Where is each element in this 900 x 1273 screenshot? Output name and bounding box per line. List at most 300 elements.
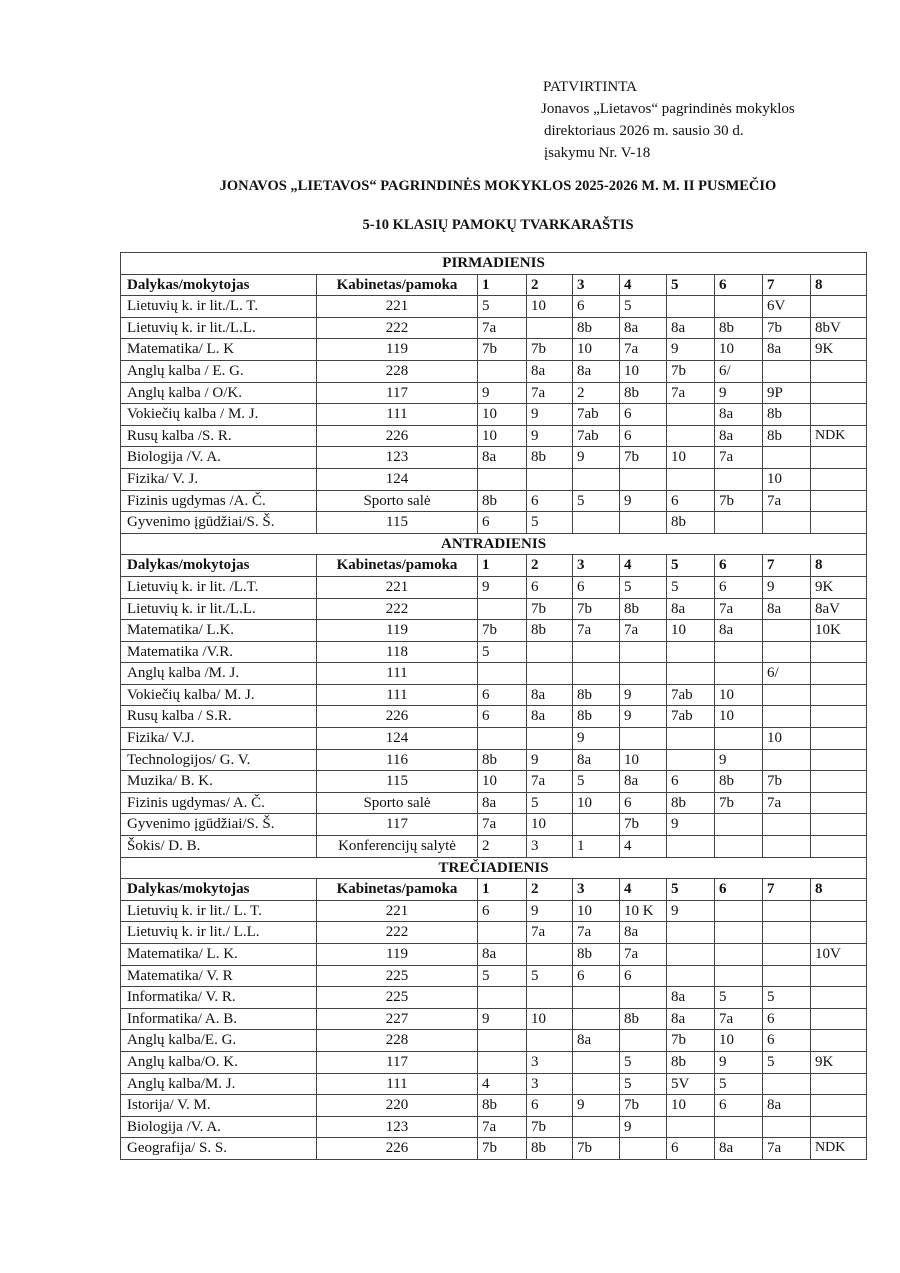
lesson-cell bbox=[620, 512, 667, 534]
lesson-cell bbox=[811, 900, 867, 922]
lesson-cell bbox=[715, 900, 763, 922]
lesson-cell: 7a bbox=[620, 339, 667, 361]
lesson-cell: 8b bbox=[573, 684, 620, 706]
lesson-cell bbox=[478, 598, 527, 620]
lesson-cell: 10 bbox=[715, 339, 763, 361]
lesson-cell bbox=[478, 1051, 527, 1073]
room-cell: 221 bbox=[317, 296, 478, 318]
lesson-cell: 7a bbox=[715, 598, 763, 620]
table-row bbox=[121, 1095, 867, 1117]
lesson-cell bbox=[763, 900, 811, 922]
lesson-cell: 7ab bbox=[573, 425, 620, 447]
lesson-cell: 10 bbox=[667, 447, 715, 469]
room-cell: 117 bbox=[317, 382, 478, 404]
subject-cell: Fizika/ V.J. bbox=[121, 728, 317, 750]
day-header-row bbox=[121, 533, 867, 555]
table-row bbox=[121, 641, 867, 663]
column-header-lesson: 8 bbox=[811, 274, 867, 296]
lesson-cell: 8b bbox=[478, 490, 527, 512]
day-header-row bbox=[121, 857, 867, 879]
lesson-cell: 5 bbox=[527, 965, 573, 987]
lesson-cell: 8b bbox=[478, 749, 527, 771]
lesson-cell bbox=[811, 447, 867, 469]
room-cell: 117 bbox=[317, 1051, 478, 1073]
lesson-cell: 6 bbox=[478, 684, 527, 706]
column-header-room: Kabinetas/pamoka bbox=[317, 555, 478, 577]
lesson-cell bbox=[573, 1116, 620, 1138]
lesson-cell bbox=[478, 1030, 527, 1052]
column-header-lesson: 2 bbox=[527, 555, 573, 577]
lesson-cell bbox=[811, 1116, 867, 1138]
subject-cell: Matematika /V.R. bbox=[121, 641, 317, 663]
lesson-cell: 7b bbox=[478, 1138, 527, 1160]
lesson-cell bbox=[715, 1116, 763, 1138]
lesson-cell: 9 bbox=[478, 382, 527, 404]
subject-cell: Geografija/ S. S. bbox=[121, 1138, 317, 1160]
lesson-cell: 8a bbox=[667, 598, 715, 620]
subject-cell: Vokiečių kalba / M. J. bbox=[121, 404, 317, 426]
lesson-cell bbox=[573, 1008, 620, 1030]
lesson-cell bbox=[763, 1073, 811, 1095]
lesson-cell: 6 bbox=[620, 404, 667, 426]
lesson-cell: 7a bbox=[478, 814, 527, 836]
subject-cell: Matematika/ L.K. bbox=[121, 620, 317, 642]
table-row bbox=[121, 576, 867, 598]
subject-cell: Anglų kalba / O/K. bbox=[121, 382, 317, 404]
lesson-cell bbox=[811, 749, 867, 771]
lesson-cell: 7b bbox=[763, 317, 811, 339]
lesson-cell: 9 bbox=[667, 814, 715, 836]
lesson-cell: 5 bbox=[573, 771, 620, 793]
lesson-cell: 7a bbox=[620, 620, 667, 642]
lesson-cell: 8a bbox=[573, 1030, 620, 1052]
lesson-cell: 7b bbox=[715, 792, 763, 814]
column-header-subject: Dalykas/mokytojas bbox=[121, 274, 317, 296]
room-cell: 226 bbox=[317, 706, 478, 728]
lesson-cell: 7a bbox=[763, 490, 811, 512]
table-row bbox=[121, 663, 867, 685]
lesson-cell: 6 bbox=[620, 792, 667, 814]
lesson-cell bbox=[715, 814, 763, 836]
lesson-cell: 8b bbox=[620, 1008, 667, 1030]
subject-cell: Fizika/ V. J. bbox=[121, 468, 317, 490]
table-row bbox=[121, 1138, 867, 1160]
room-cell: 220 bbox=[317, 1095, 478, 1117]
lesson-cell: 8a bbox=[667, 987, 715, 1009]
lesson-cell: 2 bbox=[573, 382, 620, 404]
lesson-cell: 4 bbox=[620, 836, 667, 858]
lesson-cell bbox=[811, 1095, 867, 1117]
subject-cell: Matematika/ L. K. bbox=[121, 944, 317, 966]
column-header-room: Kabinetas/pamoka bbox=[317, 879, 478, 901]
lesson-cell: 5 bbox=[478, 965, 527, 987]
lesson-cell: 10 bbox=[478, 771, 527, 793]
lesson-cell: 10 bbox=[573, 339, 620, 361]
lesson-cell: 8a bbox=[715, 404, 763, 426]
lesson-cell: 6 bbox=[715, 1095, 763, 1117]
lesson-cell: 8b bbox=[573, 706, 620, 728]
column-header-subject: Dalykas/mokytojas bbox=[121, 879, 317, 901]
lesson-cell bbox=[715, 836, 763, 858]
lesson-cell: 7a bbox=[478, 317, 527, 339]
table-row bbox=[121, 447, 867, 469]
lesson-cell: 7b bbox=[573, 1138, 620, 1160]
lesson-cell: 9 bbox=[573, 447, 620, 469]
lesson-cell: 5 bbox=[620, 1051, 667, 1073]
lesson-cell: 8b bbox=[667, 792, 715, 814]
room-cell: 222 bbox=[317, 598, 478, 620]
lesson-cell: 7a bbox=[667, 382, 715, 404]
room-cell: 225 bbox=[317, 965, 478, 987]
lesson-cell bbox=[763, 620, 811, 642]
lesson-cell bbox=[527, 728, 573, 750]
lesson-cell: 10 bbox=[715, 706, 763, 728]
lesson-cell: 7a bbox=[527, 922, 573, 944]
lesson-cell bbox=[667, 836, 715, 858]
lesson-cell: 8a bbox=[620, 317, 667, 339]
lesson-cell: 6 bbox=[667, 771, 715, 793]
lesson-cell: 5 bbox=[478, 296, 527, 318]
lesson-cell bbox=[620, 728, 667, 750]
lesson-cell bbox=[527, 468, 573, 490]
table-row bbox=[121, 1030, 867, 1052]
lesson-cell: 8a bbox=[620, 771, 667, 793]
day-name: ANTRADIENIS bbox=[121, 533, 867, 555]
room-cell: 124 bbox=[317, 728, 478, 750]
document-subtitle: 5-10 KLASIŲ PAMOKŲ TVARKARAŠTIS bbox=[362, 217, 634, 233]
column-header-lesson: 2 bbox=[527, 879, 573, 901]
lesson-cell: 9 bbox=[667, 339, 715, 361]
table-row bbox=[121, 814, 867, 836]
lesson-cell bbox=[811, 641, 867, 663]
lesson-cell: 4 bbox=[478, 1073, 527, 1095]
room-cell: 111 bbox=[317, 1073, 478, 1095]
room-cell: 221 bbox=[317, 900, 478, 922]
lesson-cell bbox=[478, 468, 527, 490]
subject-cell: Lietuvių k. ir lit./ L. T. bbox=[121, 900, 317, 922]
lesson-cell: 6 bbox=[667, 1138, 715, 1160]
table-row bbox=[121, 684, 867, 706]
column-header-lesson: 6 bbox=[715, 879, 763, 901]
lesson-cell: 5 bbox=[573, 490, 620, 512]
column-header-lesson: 7 bbox=[763, 555, 811, 577]
column-header-lesson: 8 bbox=[811, 879, 867, 901]
room-cell: 116 bbox=[317, 749, 478, 771]
lesson-cell: 9K bbox=[811, 339, 867, 361]
lesson-cell: 6V bbox=[763, 296, 811, 318]
lesson-cell: 7b bbox=[620, 814, 667, 836]
lesson-cell: 7ab bbox=[667, 706, 715, 728]
lesson-cell: 9 bbox=[715, 749, 763, 771]
lesson-cell: 10 bbox=[527, 296, 573, 318]
subject-cell: Matematika/ V. R bbox=[121, 965, 317, 987]
lesson-cell: 8b bbox=[763, 425, 811, 447]
lesson-cell bbox=[667, 641, 715, 663]
lesson-cell: 5 bbox=[527, 792, 573, 814]
lesson-cell bbox=[763, 684, 811, 706]
lesson-cell bbox=[811, 1030, 867, 1052]
lesson-cell: 9 bbox=[620, 706, 667, 728]
lesson-cell: 6 bbox=[527, 1095, 573, 1117]
lesson-cell: 8b bbox=[527, 1138, 573, 1160]
subject-cell: Fizinis ugdymas /A. Č. bbox=[121, 490, 317, 512]
table-row bbox=[121, 792, 867, 814]
room-cell: Sporto salė bbox=[317, 490, 478, 512]
lesson-cell: 5 bbox=[763, 987, 811, 1009]
lesson-cell: 10 bbox=[620, 360, 667, 382]
table-row bbox=[121, 900, 867, 922]
room-cell: 115 bbox=[317, 771, 478, 793]
lesson-cell bbox=[573, 814, 620, 836]
column-header-subject: Dalykas/mokytojas bbox=[121, 555, 317, 577]
lesson-cell bbox=[811, 922, 867, 944]
subject-cell: Lietuvių k. ir lit./L.L. bbox=[121, 317, 317, 339]
room-cell: 228 bbox=[317, 360, 478, 382]
lesson-cell bbox=[715, 944, 763, 966]
lesson-cell: 9 bbox=[478, 576, 527, 598]
lesson-cell bbox=[715, 965, 763, 987]
lesson-cell bbox=[478, 728, 527, 750]
lesson-cell: 8a bbox=[573, 749, 620, 771]
lesson-cell: 7b bbox=[478, 339, 527, 361]
lesson-cell: 8a bbox=[573, 360, 620, 382]
lesson-cell bbox=[763, 641, 811, 663]
lesson-cell bbox=[715, 663, 763, 685]
lesson-cell: 9 bbox=[573, 728, 620, 750]
column-header-lesson: 7 bbox=[763, 879, 811, 901]
lesson-cell: 10 K bbox=[620, 900, 667, 922]
lesson-cell bbox=[763, 749, 811, 771]
room-cell: 225 bbox=[317, 987, 478, 1009]
subject-cell: Anglų kalba/E. G. bbox=[121, 1030, 317, 1052]
lesson-cell bbox=[527, 663, 573, 685]
table-row bbox=[121, 490, 867, 512]
lesson-cell: 8b bbox=[667, 512, 715, 534]
lesson-cell: 8a bbox=[715, 1138, 763, 1160]
lesson-cell: 8a bbox=[478, 944, 527, 966]
lesson-cell: 6 bbox=[478, 706, 527, 728]
lesson-cell: 8b bbox=[527, 447, 573, 469]
subject-cell: Lietuvių k. ir lit. /L.T. bbox=[121, 576, 317, 598]
lesson-cell: 9 bbox=[763, 576, 811, 598]
lesson-cell: 8b bbox=[620, 382, 667, 404]
column-header-lesson: 1 bbox=[478, 879, 527, 901]
lesson-cell: 8a bbox=[763, 1095, 811, 1117]
lesson-cell bbox=[715, 728, 763, 750]
lesson-cell: 7a bbox=[620, 944, 667, 966]
subject-cell: Lietuvių k. ir lit./L. T. bbox=[121, 296, 317, 318]
lesson-cell bbox=[763, 447, 811, 469]
column-header-row bbox=[121, 555, 867, 577]
lesson-cell: 9 bbox=[620, 684, 667, 706]
lesson-cell bbox=[811, 965, 867, 987]
subject-cell: Biologija /V. A. bbox=[121, 1116, 317, 1138]
lesson-cell: 10 bbox=[715, 1030, 763, 1052]
lesson-cell bbox=[715, 512, 763, 534]
lesson-cell bbox=[573, 468, 620, 490]
room-cell: 226 bbox=[317, 425, 478, 447]
table-row bbox=[121, 771, 867, 793]
table-row bbox=[121, 1073, 867, 1095]
lesson-cell bbox=[620, 1030, 667, 1052]
subject-cell: Gyvenimo įgūdžiai/S. Š. bbox=[121, 814, 317, 836]
subject-cell: Šokis/ D. B. bbox=[121, 836, 317, 858]
lesson-cell: 8b bbox=[763, 404, 811, 426]
lesson-cell: 7b bbox=[527, 339, 573, 361]
lesson-cell: 10 bbox=[573, 900, 620, 922]
lesson-cell: 7b bbox=[527, 1116, 573, 1138]
lesson-cell bbox=[573, 1051, 620, 1073]
lesson-cell: 1 bbox=[573, 836, 620, 858]
table-row bbox=[121, 706, 867, 728]
lesson-cell: 5 bbox=[715, 1073, 763, 1095]
subject-cell: Rusų kalba /S. R. bbox=[121, 425, 317, 447]
lesson-cell bbox=[667, 728, 715, 750]
lesson-cell: 8b bbox=[527, 620, 573, 642]
lesson-cell: NDK bbox=[811, 1138, 867, 1160]
lesson-cell: NDK bbox=[811, 425, 867, 447]
lesson-cell: 3 bbox=[527, 1051, 573, 1073]
subject-cell: Vokiečių kalba/ M. J. bbox=[121, 684, 317, 706]
lesson-cell: 9 bbox=[715, 382, 763, 404]
table-row bbox=[121, 987, 867, 1009]
lesson-cell: 7a bbox=[715, 1008, 763, 1030]
lesson-cell: 8bV bbox=[811, 317, 867, 339]
lesson-cell bbox=[478, 922, 527, 944]
lesson-cell: 3 bbox=[527, 1073, 573, 1095]
lesson-cell: 5V bbox=[667, 1073, 715, 1095]
lesson-cell: 8a bbox=[667, 317, 715, 339]
lesson-cell bbox=[667, 296, 715, 318]
subject-cell: Lietuvių k. ir lit./L.L. bbox=[121, 598, 317, 620]
table-row bbox=[121, 512, 867, 534]
lesson-cell bbox=[620, 641, 667, 663]
column-header-lesson: 6 bbox=[715, 274, 763, 296]
room-cell: 124 bbox=[317, 468, 478, 490]
lesson-cell: 9 bbox=[527, 404, 573, 426]
lesson-cell bbox=[811, 490, 867, 512]
lesson-cell: 7a bbox=[573, 620, 620, 642]
room-cell: 119 bbox=[317, 339, 478, 361]
lesson-cell: 9K bbox=[811, 576, 867, 598]
lesson-cell: 6 bbox=[527, 490, 573, 512]
lesson-cell bbox=[667, 663, 715, 685]
lesson-cell: 6 bbox=[667, 490, 715, 512]
day-header-row bbox=[121, 253, 867, 275]
lesson-cell bbox=[620, 468, 667, 490]
lesson-cell: 7a bbox=[527, 771, 573, 793]
lesson-cell: 10 bbox=[620, 749, 667, 771]
lesson-cell: 6 bbox=[620, 425, 667, 447]
column-header-lesson: 1 bbox=[478, 555, 527, 577]
lesson-cell bbox=[715, 641, 763, 663]
lesson-cell: 8a bbox=[478, 447, 527, 469]
lesson-cell: 8a bbox=[620, 922, 667, 944]
lesson-cell bbox=[811, 706, 867, 728]
room-cell: 222 bbox=[317, 922, 478, 944]
room-cell: 226 bbox=[317, 1138, 478, 1160]
lesson-cell bbox=[667, 425, 715, 447]
lesson-cell bbox=[527, 641, 573, 663]
room-cell: Konferencijų salytė bbox=[317, 836, 478, 858]
lesson-cell: 8b bbox=[573, 944, 620, 966]
column-header-lesson: 4 bbox=[620, 879, 667, 901]
approval-heading: PATVIRTINTA bbox=[543, 79, 638, 95]
lesson-cell bbox=[811, 360, 867, 382]
room-cell: 221 bbox=[317, 576, 478, 598]
lesson-cell: 5 bbox=[763, 1051, 811, 1073]
lesson-cell: 8a bbox=[763, 598, 811, 620]
lesson-cell bbox=[527, 1030, 573, 1052]
lesson-cell bbox=[478, 987, 527, 1009]
lesson-cell: 7b bbox=[478, 620, 527, 642]
subject-cell: Muzika/ B. K. bbox=[121, 771, 317, 793]
lesson-cell: 8b bbox=[620, 598, 667, 620]
subject-cell: Anglų kalba/O. K. bbox=[121, 1051, 317, 1073]
schedule-table bbox=[120, 252, 867, 1160]
column-header-lesson: 1 bbox=[478, 274, 527, 296]
lesson-cell: 10 bbox=[763, 468, 811, 490]
subject-cell: Matematika/ L. K bbox=[121, 339, 317, 361]
lesson-cell: 8a bbox=[667, 1008, 715, 1030]
lesson-cell: 8a bbox=[527, 706, 573, 728]
lesson-cell bbox=[527, 987, 573, 1009]
table-row bbox=[121, 728, 867, 750]
lesson-cell bbox=[763, 1116, 811, 1138]
subject-cell: Biologija /V. A. bbox=[121, 447, 317, 469]
lesson-cell bbox=[620, 663, 667, 685]
lesson-cell bbox=[763, 512, 811, 534]
lesson-cell: 7a bbox=[715, 447, 763, 469]
table-row bbox=[121, 1008, 867, 1030]
lesson-cell: 8a bbox=[527, 360, 573, 382]
subject-cell: Gyvenimo įgūdžiai/S. Š. bbox=[121, 512, 317, 534]
subject-cell: Anglų kalba /M. J. bbox=[121, 663, 317, 685]
lesson-cell bbox=[811, 512, 867, 534]
lesson-cell bbox=[811, 987, 867, 1009]
lesson-cell: 6 bbox=[573, 576, 620, 598]
room-cell: 117 bbox=[317, 814, 478, 836]
column-header-lesson: 5 bbox=[667, 274, 715, 296]
lesson-cell bbox=[667, 1116, 715, 1138]
column-header-lesson: 8 bbox=[811, 555, 867, 577]
lesson-cell bbox=[763, 814, 811, 836]
room-cell: 111 bbox=[317, 404, 478, 426]
lesson-cell bbox=[811, 468, 867, 490]
lesson-cell bbox=[715, 922, 763, 944]
lesson-cell: 7b bbox=[763, 771, 811, 793]
lesson-cell: 8aV bbox=[811, 598, 867, 620]
lesson-cell bbox=[573, 663, 620, 685]
document-title: JONAVOS „LIETAVOS“ PAGRINDINĖS MOKYKLOS 2025-2026 M. M. II PUSMEČIO bbox=[219, 178, 777, 194]
column-header-lesson: 2 bbox=[527, 274, 573, 296]
room-cell: 118 bbox=[317, 641, 478, 663]
lesson-cell bbox=[667, 965, 715, 987]
lesson-cell: 9 bbox=[667, 900, 715, 922]
lesson-cell: 9 bbox=[620, 490, 667, 512]
lesson-cell: 7b bbox=[667, 1030, 715, 1052]
lesson-cell: 10 bbox=[478, 404, 527, 426]
lesson-cell: 9 bbox=[573, 1095, 620, 1117]
lesson-cell: 7b bbox=[573, 598, 620, 620]
subject-cell: Lietuvių k. ir lit./ L.L. bbox=[121, 922, 317, 944]
lesson-cell: 10 bbox=[667, 1095, 715, 1117]
table-row bbox=[121, 339, 867, 361]
lesson-cell bbox=[811, 404, 867, 426]
lesson-cell: 9 bbox=[620, 1116, 667, 1138]
table-row bbox=[121, 836, 867, 858]
lesson-cell: 8b bbox=[715, 317, 763, 339]
